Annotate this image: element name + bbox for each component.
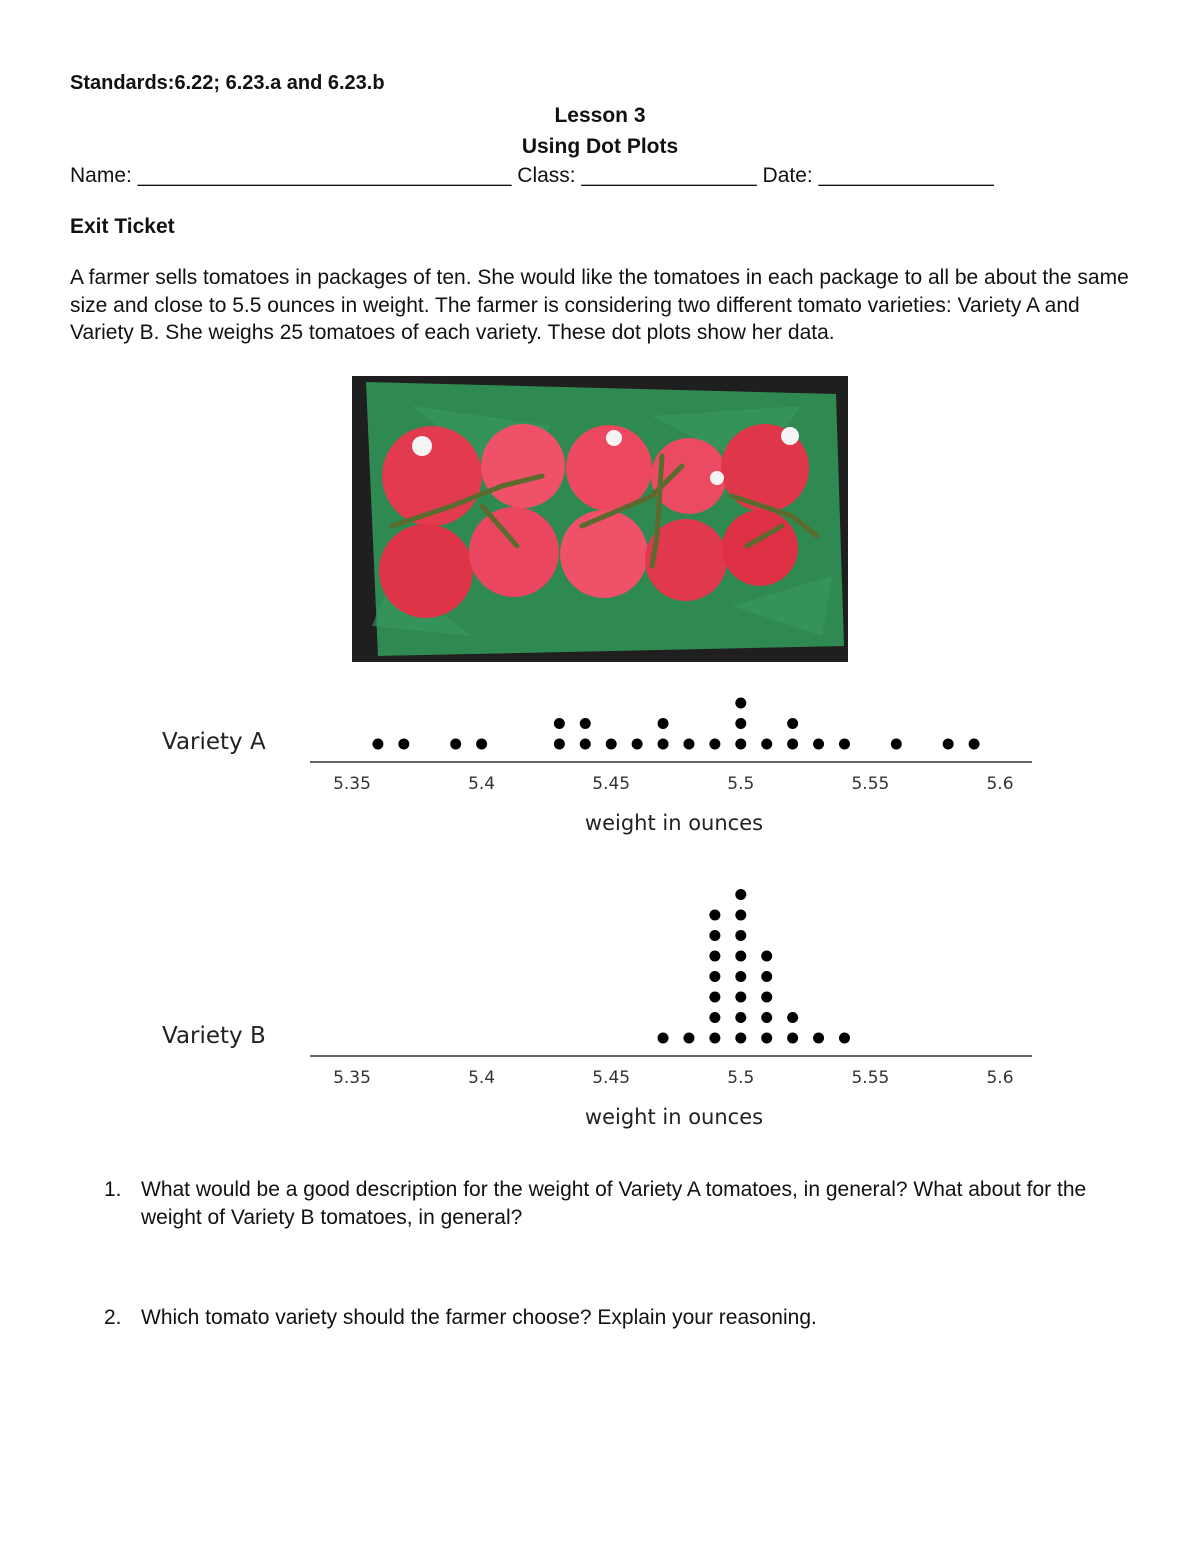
data-dot-a-14 [735, 739, 746, 750]
data-dot-a-6 [580, 739, 591, 750]
date-blank[interactable]: _______________ [818, 164, 994, 187]
question-1-text: What would be a good description for the weight of Variety A tomatoes, in general? What about for the weight of Variety B tomatoes, in general? [141, 1178, 1087, 1229]
data-dot-b-5 [709, 971, 720, 982]
name-blank[interactable]: ________________________________ [137, 164, 512, 187]
data-dot-b-24 [813, 1033, 824, 1044]
data-dot-a-9 [632, 739, 643, 750]
data-dot-b-3 [709, 1012, 720, 1023]
data-dot-b-7 [709, 930, 720, 941]
data-dot-a-12 [683, 739, 694, 750]
axis-label-b: weight in ounces [584, 1105, 764, 1129]
data-dot-b-16 [735, 889, 746, 900]
tomato-photo [352, 376, 848, 662]
tick-label-b-5: 5.6 [986, 1068, 1014, 1088]
data-dot-b-20 [761, 971, 772, 982]
data-dot-b-1 [683, 1033, 694, 1044]
question-1-number: 1. [104, 1178, 122, 1201]
data-dot-b-21 [761, 951, 772, 962]
data-dot-a-20 [813, 739, 824, 750]
question-2-number: 2. [104, 1306, 122, 1329]
tick-label-b-0: 5.35 [333, 1068, 371, 1088]
data-dot-a-8 [606, 739, 617, 750]
question-2 [104, 1304, 1144, 1336]
data-dot-a-16 [735, 698, 746, 709]
data-dot-b-15 [735, 910, 746, 921]
data-dot-a-11 [658, 718, 669, 729]
data-dot-a-2 [450, 739, 461, 750]
data-dot-b-12 [735, 971, 746, 982]
data-dot-b-10 [735, 1012, 746, 1023]
data-dot-b-25 [839, 1033, 850, 1044]
data-dot-b-6 [709, 951, 720, 962]
question-1 [104, 1176, 1144, 1236]
data-dot-b-4 [709, 992, 720, 1003]
tick-label-a-2: 5.45 [592, 774, 631, 794]
tick-label-b-4: 5.55 [851, 1068, 890, 1088]
dot-plot-variety-b [150, 876, 1050, 1146]
data-dot-a-22 [891, 739, 902, 750]
tick-label-b-2: 5.45 [592, 1068, 631, 1088]
data-dot-a-1 [398, 739, 409, 750]
data-dot-a-0 [372, 739, 383, 750]
data-dot-b-14 [735, 930, 746, 941]
data-dot-a-15 [735, 718, 746, 729]
data-dot-a-21 [839, 739, 850, 750]
tick-label-b-1: 5.4 [468, 1068, 496, 1088]
tick-label-a-5: 5.6 [986, 774, 1014, 794]
variety-label-a: Variety A [162, 729, 266, 755]
data-dot-b-23 [787, 1012, 798, 1023]
data-dot-a-24 [969, 739, 980, 750]
lesson-number: Lesson 3 [554, 104, 646, 127]
data-dot-a-18 [787, 739, 798, 750]
tick-label-a-3: 5.5 [727, 774, 755, 794]
standards-line: Standards:6.22; 6.23.a and 6.23.b [70, 72, 385, 94]
data-dot-b-11 [735, 992, 746, 1003]
data-dot-a-3 [476, 739, 487, 750]
data-dot-a-13 [709, 739, 720, 750]
intro-paragraph: A farmer sells tomatoes in packages of ten. She would like the tomatoes in each package to all be about the same size and close to 5.5 ounces in weight. The farmer is considering two different tomato varieties: Variety A and Variety B. She weighs 25 tomatoes of each variety. These dot plots show her data. [70, 266, 1129, 344]
data-dot-b-2 [709, 1033, 720, 1044]
data-dot-a-5 [554, 718, 565, 729]
name-label: Name: [70, 164, 132, 187]
data-dot-b-8 [709, 910, 720, 921]
tick-label-a-1: 5.4 [468, 774, 496, 794]
data-dot-b-13 [735, 951, 746, 962]
data-dot-b-22 [787, 1033, 798, 1044]
data-dot-b-0 [658, 1033, 669, 1044]
lesson-title: Using Dot Plots [521, 135, 679, 158]
dot-plot-variety-a [150, 682, 1050, 852]
name-class-date-line [70, 164, 994, 188]
variety-label-b: Variety B [162, 1023, 266, 1049]
data-dot-b-19 [761, 992, 772, 1003]
tick-label-a-4: 5.55 [851, 774, 890, 794]
data-dot-b-18 [761, 1012, 772, 1023]
data-dot-a-7 [580, 718, 591, 729]
exit-ticket-heading: Exit Ticket [70, 215, 175, 238]
class-blank[interactable]: _______________ [581, 164, 757, 187]
data-dot-a-23 [943, 739, 954, 750]
data-dot-a-10 [658, 739, 669, 750]
tick-label-a-0: 5.35 [333, 774, 371, 794]
data-dot-a-19 [787, 718, 798, 729]
data-dot-b-17 [761, 1033, 772, 1044]
data-dot-b-9 [735, 1033, 746, 1044]
class-label: Class: [517, 164, 576, 187]
date-label: Date: [762, 164, 813, 187]
tick-label-b-3: 5.5 [727, 1068, 755, 1088]
axis-label-a: weight in ounces [584, 811, 764, 835]
data-dot-a-17 [761, 739, 772, 750]
data-dot-a-4 [554, 739, 565, 750]
question-2-text: Which tomato variety should the farmer choose? Explain your reasoning. [141, 1306, 817, 1329]
